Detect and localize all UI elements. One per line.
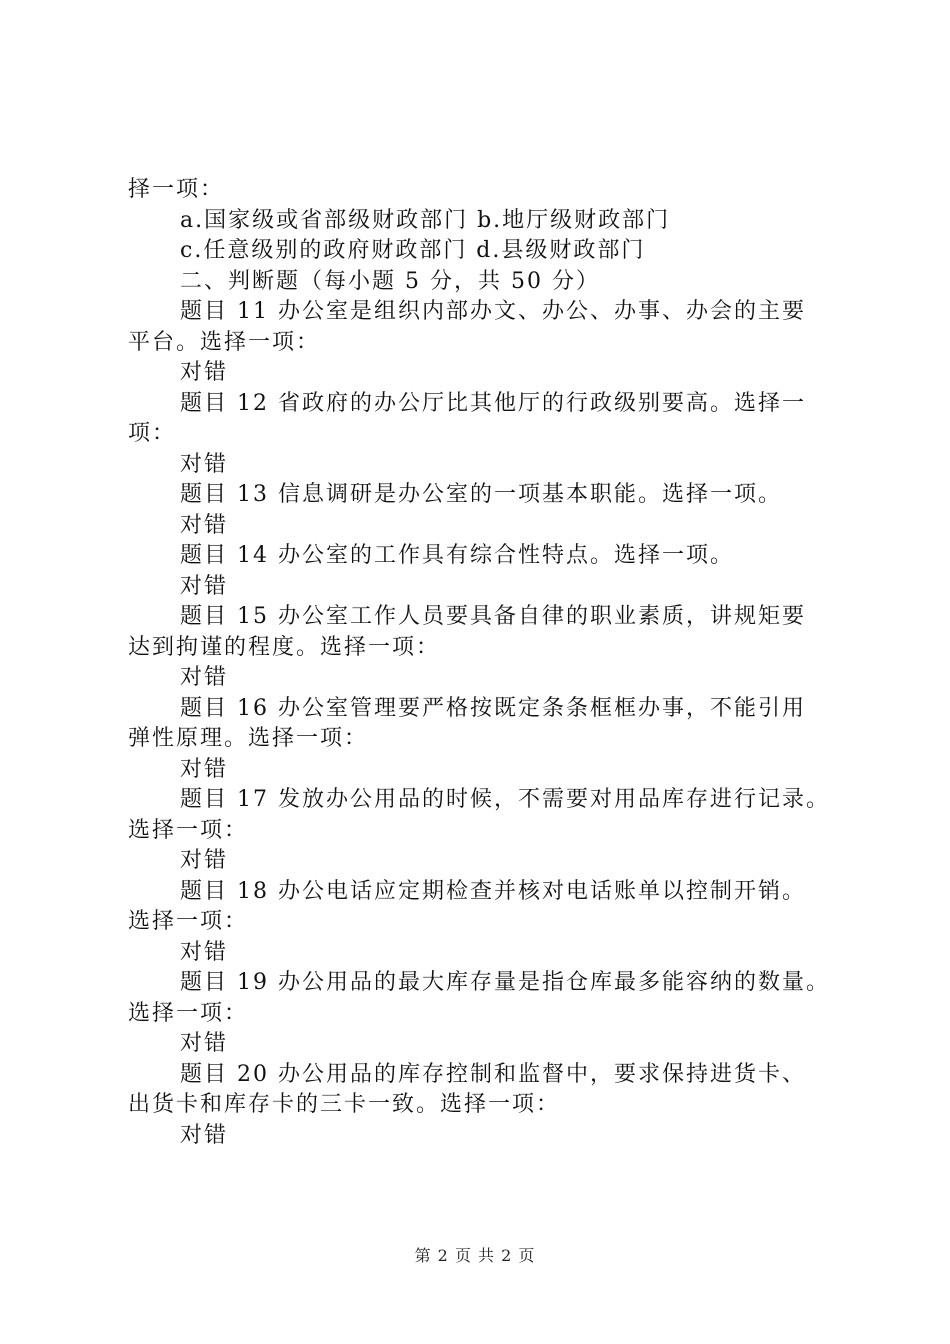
text-line: 对错	[180, 665, 229, 690]
text-line: 题目 19 办公用品的最大库存量是指仓库最多能容纳的数量。	[180, 970, 830, 995]
text-line: 对错	[180, 360, 229, 385]
text-line: 题目 12 省政府的办公厅比其他厅的行政级别要高。选择一	[180, 390, 806, 416]
text-line: 项：	[128, 421, 177, 446]
text-line: 选择一项：	[128, 909, 249, 934]
text-line: 对错	[180, 451, 229, 477]
text-line: 题目 20 办公用品的库存控制和监督中，要求保持进货卡、	[180, 1061, 806, 1087]
page-footer: 第 2 页 共 2 页	[414, 1246, 536, 1265]
text-line: 对错	[180, 512, 229, 538]
text-line: c.任意级别的政府财政部门 d.县级财政部门	[180, 238, 646, 263]
document-body	[128, 175, 848, 1151]
text-line: 弹性原理。选择一项：	[128, 726, 369, 751]
text-line: 题目 18 办公电话应定期检查并核对电话账单以控制开销。	[180, 878, 806, 904]
text-line: 对错	[180, 939, 229, 965]
text-line: 对错	[180, 756, 229, 782]
text-line: 选择一项：	[128, 1000, 249, 1026]
text-line: 出货卡和库存卡的三卡一致。选择一项：	[128, 1092, 561, 1117]
text-line: 题目 15 办公室工作人员要具备自律的职业素质，讲规矩要	[180, 604, 806, 629]
text-line: 题目 17 发放办公用品的时候，不需要对用品库存进行记录。	[180, 787, 830, 812]
text-line: 对错	[180, 848, 229, 873]
text-line: 题目 13 信息调研是办公室的一项基本职能。选择一项。	[180, 482, 782, 507]
text-line: 对错	[180, 573, 229, 599]
text-line: 择一项：	[128, 177, 225, 202]
text-line: 二、判断题（每小题 5 分，共 50 分）	[180, 268, 600, 294]
text-line: a.国家级或省部级财政部门 b.地厅级财政部门	[180, 207, 671, 233]
text-line: 题目 14 办公室的工作具有综合性特点。选择一项。	[180, 543, 734, 568]
text-line: 对错	[180, 1031, 229, 1056]
text-line: 题目 11 办公室是组织内部办文、办公、办事、办会的主要	[180, 299, 806, 324]
text-line: 平台。选择一项：	[128, 329, 321, 355]
text-line: 选择一项：	[128, 817, 249, 843]
text-line: 对错	[180, 1122, 229, 1148]
text-line: 题目 16 办公室管理要严格按既定条条框框办事，不能引用	[180, 695, 806, 721]
text-line: 达到拘谨的程度。选择一项：	[128, 634, 441, 660]
